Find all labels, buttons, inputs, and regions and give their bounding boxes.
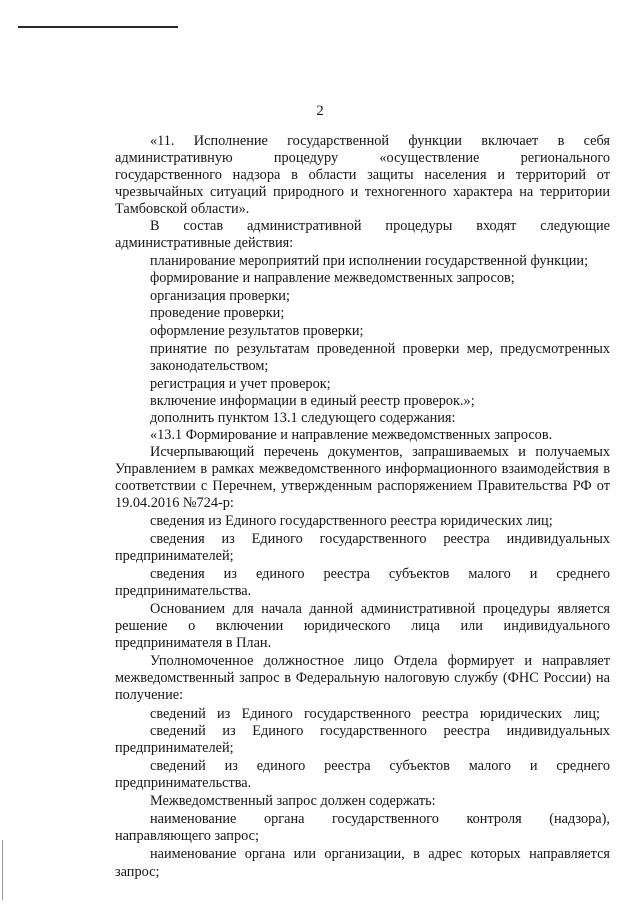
text-line: Управлением в рамках межведомственного информационного взаимодействия в — [115, 461, 610, 477]
text-line: государственного надзора в области защиты населения и территорий от — [115, 167, 610, 183]
scan-left-edge — [2, 840, 3, 900]
text-line: административные действия: — [115, 235, 294, 251]
list-item: наименование органа государственного контроля (надзора), — [150, 811, 610, 827]
list-item: предпринимательства. — [115, 583, 252, 599]
list-item: принятие по результатам проведенной проверки мер, предусмотренных — [150, 341, 610, 357]
text-line: получение: — [115, 687, 184, 703]
list-item: организация проверки; — [150, 288, 290, 304]
list-item: сведения из Единого государственного реестра юридических лиц; — [150, 513, 553, 529]
text-line: Основанием для начала данной административной процедуры является — [150, 601, 610, 617]
list-item: запрос; — [115, 864, 160, 880]
text-line: чрезвычайных ситуаций природного и техногенного характера на территории — [115, 184, 610, 200]
text-line: В состав административной процедуры входят следующие — [150, 218, 610, 234]
list-item: сведений из Единого государственного реестра индивидуальных — [150, 723, 610, 739]
list-item: сведения из Единого государственного реестра индивидуальных — [150, 531, 610, 547]
list-item: сведений из единого реестра субъектов малого и среднего — [150, 758, 610, 774]
list-item: формирование и направление межведомственных запросов; — [150, 270, 515, 286]
list-item: сведений из Единого государственного реестра юридических лиц; — [150, 706, 600, 722]
scan-top-rule — [18, 26, 178, 28]
text-line: 19.04.2016 №724-р: — [115, 495, 234, 511]
list-item: законодательством; — [150, 358, 269, 374]
list-item: оформление результатов проверки; — [150, 323, 364, 339]
text-line: «11. Исполнение государственной функции включает в себя — [150, 133, 610, 149]
list-item: регистрация и учет проверок; — [150, 376, 331, 392]
list-item: наименование органа или организации, в адрес которых направляется — [150, 846, 610, 862]
text-line: предпринимателя в План. — [115, 635, 272, 651]
text-line: Тамбовской области». — [115, 201, 250, 217]
text-line: Исчерпывающий перечень документов, запрашиваемых и получаемых — [150, 444, 610, 460]
text-line: межведомственный запрос в Федеральную налоговую службу (ФНС России) на — [115, 670, 610, 686]
list-item: предпринимательства. — [115, 775, 252, 791]
text-line: решение о включении юридического лица или индивидуального — [115, 618, 610, 634]
list-item: направляющего запрос; — [115, 828, 259, 844]
text-line: Межведомственный запрос должен содержать: — [150, 793, 436, 809]
text-line: административную процедуру «осуществление регионального — [115, 150, 610, 166]
page-number: 2 — [316, 103, 324, 119]
text-line: дополнить пунктом 13.1 следующего содержания: — [150, 410, 456, 426]
list-item: предпринимателей; — [115, 548, 234, 564]
text-line: Уполномоченное должностное лицо Отдела формирует и направляет — [150, 653, 610, 669]
list-item: включение информации в единый реестр проверок.»; — [150, 393, 475, 409]
list-item: сведения из единого реестра субъектов малого и среднего — [150, 566, 610, 582]
list-item: проведение проверки; — [150, 305, 285, 321]
list-item: планирование мероприятий при исполнении государственной функции; — [150, 253, 589, 269]
list-item: предпринимателей; — [115, 740, 234, 756]
section-heading: «13.1 Формирование и направление межведомственных запросов. — [150, 427, 553, 443]
text-line: соответствии с Перечнем, утвержденным распоряжением Правительства РФ от — [115, 478, 610, 494]
